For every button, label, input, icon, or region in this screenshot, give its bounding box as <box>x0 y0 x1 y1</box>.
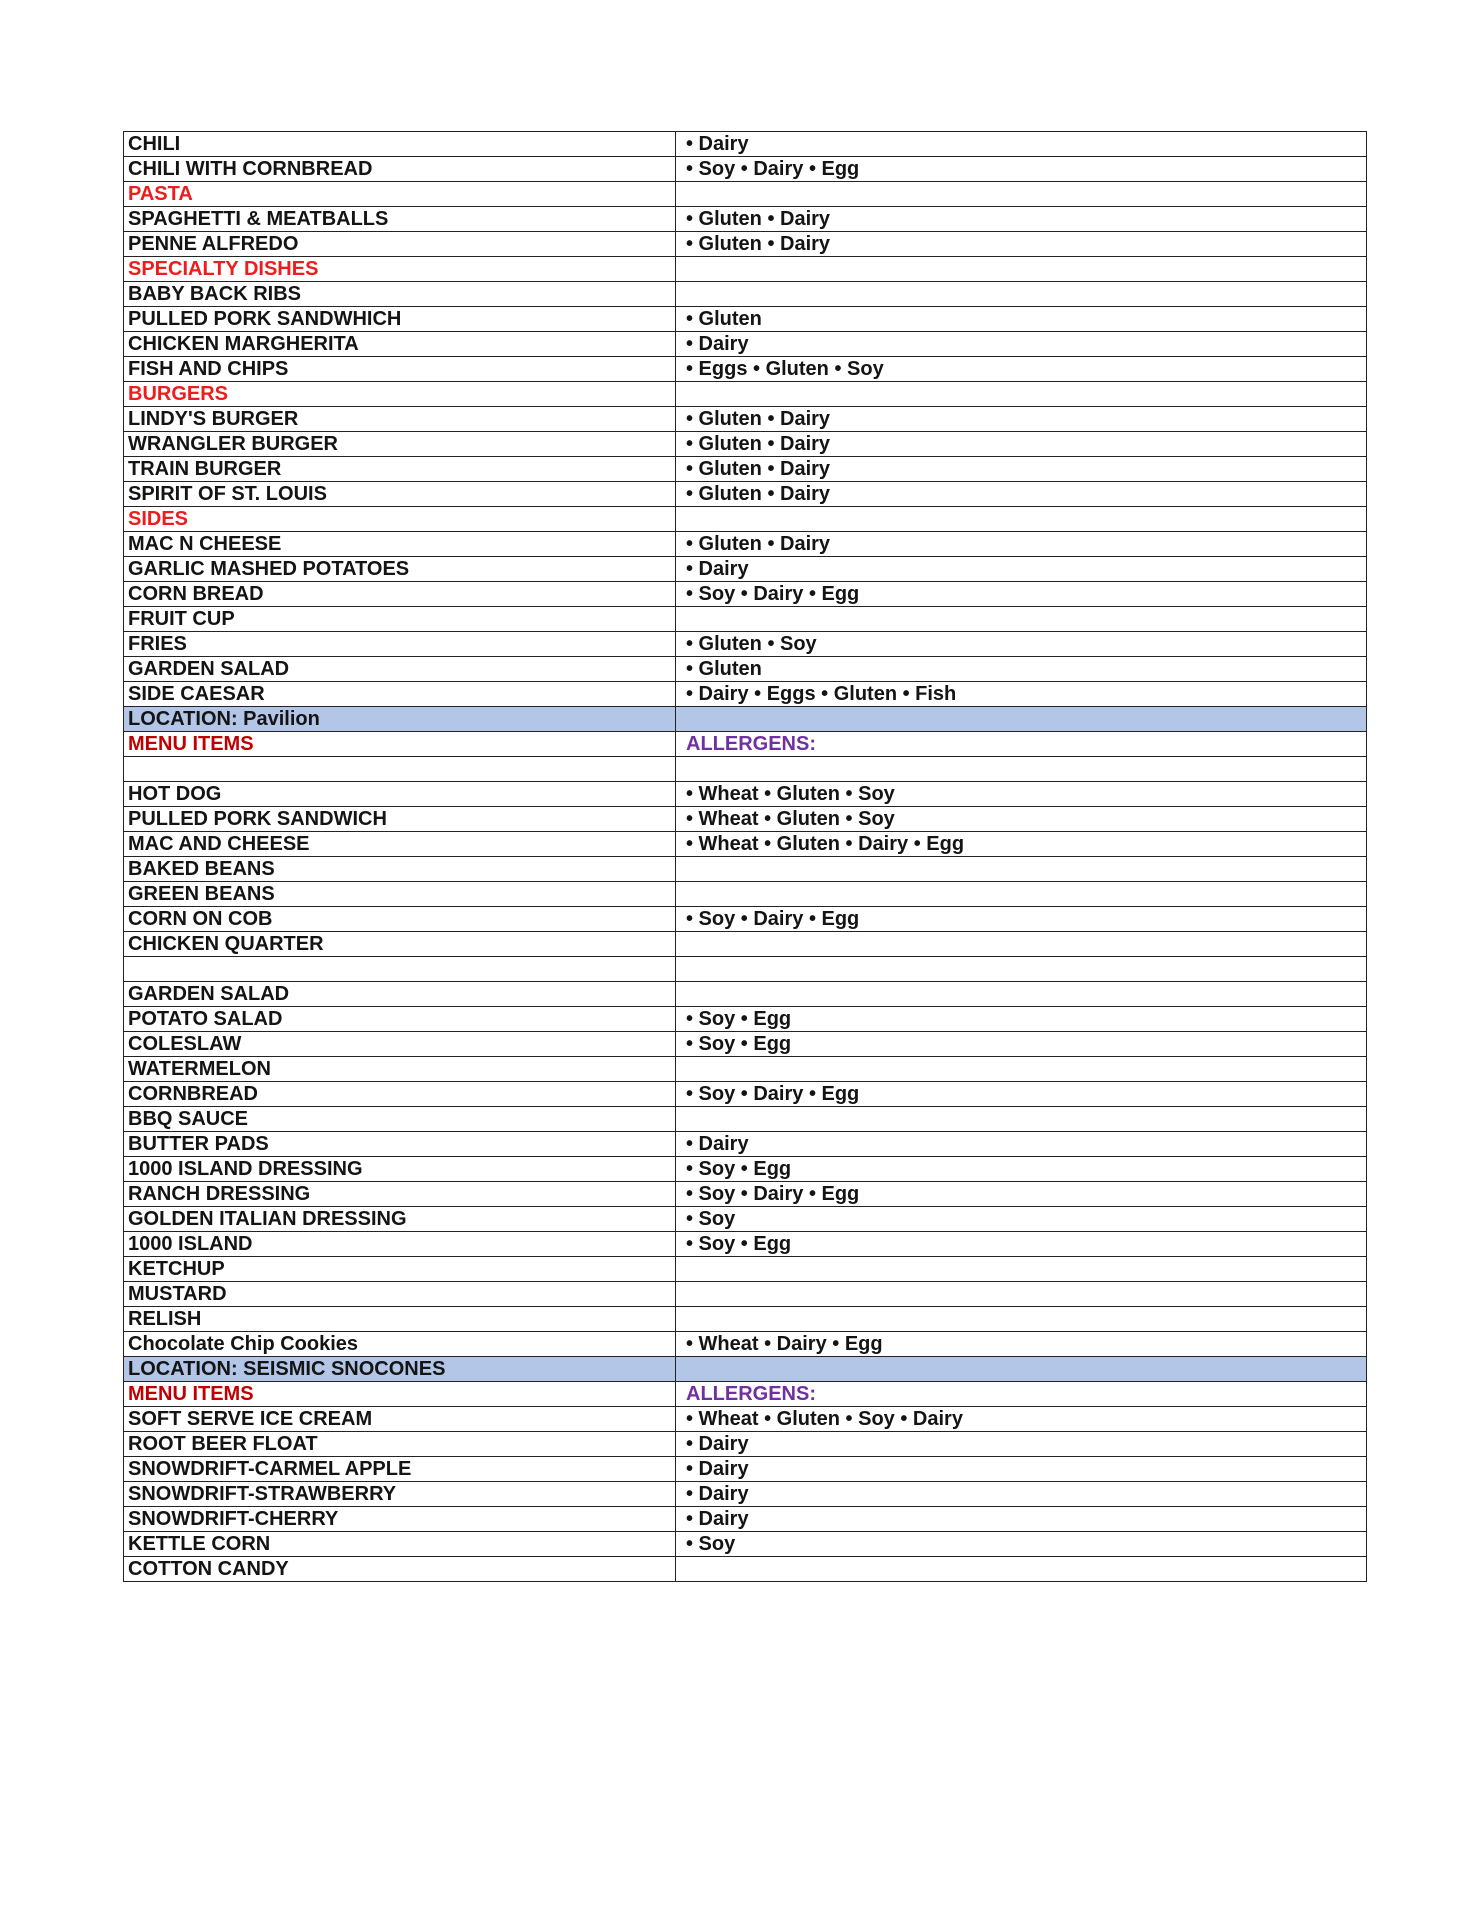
menu-item-name: PULLED PORK SANDWHICH <box>124 307 676 332</box>
allergen-list: • Dairy <box>676 1431 1367 1456</box>
allergen-list: • Dairy <box>676 557 1367 582</box>
location-row <box>124 1356 1367 1381</box>
menu-item-row <box>124 1531 1367 1556</box>
allergen-list: • Gluten • Dairy <box>676 432 1367 457</box>
section-heading-row <box>124 257 1367 282</box>
menu-item-row <box>124 232 1367 257</box>
menu-item-row <box>124 607 1367 632</box>
allergen-list <box>676 1256 1367 1281</box>
menu-item-name: BBQ SAUCE <box>124 1106 676 1131</box>
menu-item-name: CHICKEN QUARTER <box>124 931 676 956</box>
allergen-list: • Soy • Egg <box>676 1006 1367 1031</box>
allergen-list: • Gluten • Dairy <box>676 482 1367 507</box>
menu-item-row <box>124 1081 1367 1106</box>
menu-item-row <box>124 157 1367 182</box>
menu-items-header: MENU ITEMS <box>124 732 676 757</box>
allergen-list: • Dairy <box>676 1506 1367 1531</box>
menu-item-name <box>124 956 676 981</box>
menu-item-row <box>124 1206 1367 1231</box>
menu-item-row <box>124 806 1367 831</box>
allergen-list: • Soy • Dairy • Egg <box>676 157 1367 182</box>
allergen-list <box>676 856 1367 881</box>
allergen-list <box>676 931 1367 956</box>
menu-item-row <box>124 1031 1367 1056</box>
allergen-list: • Gluten • Dairy <box>676 532 1367 557</box>
menu-item-row <box>124 1556 1367 1581</box>
menu-item-name: WRANGLER BURGER <box>124 432 676 457</box>
menu-item-name: CORNBREAD <box>124 1081 676 1106</box>
menu-item-name: BABY BACK RIBS <box>124 282 676 307</box>
menu-item-name: FRIES <box>124 632 676 657</box>
menu-item-row <box>124 1156 1367 1181</box>
menu-item-row <box>124 1506 1367 1531</box>
allergen-list: • Wheat • Gluten • Soy <box>676 806 1367 831</box>
menu-items-header: MENU ITEMS <box>124 1381 676 1406</box>
menu-item-name: GARLIC MASHED POTATOES <box>124 557 676 582</box>
allergen-list <box>676 1056 1367 1081</box>
menu-item-name: MAC N CHEESE <box>124 532 676 557</box>
allergen-list <box>676 707 1367 732</box>
allergen-list <box>676 607 1367 632</box>
menu-item-row <box>124 1481 1367 1506</box>
section-heading-row <box>124 507 1367 532</box>
menu-item-row <box>124 981 1367 1006</box>
allergen-list <box>676 282 1367 307</box>
menu-item-row <box>124 207 1367 232</box>
menu-item-row <box>124 781 1367 806</box>
menu-item-name: SNOWDRIFT-CHERRY <box>124 1506 676 1531</box>
menu-item-row <box>124 906 1367 931</box>
menu-item-name: KETTLE CORN <box>124 1531 676 1556</box>
menu-allergen-table-body <box>124 132 1367 1582</box>
menu-item-name: 1000 ISLAND <box>124 1231 676 1256</box>
allergen-list <box>676 1106 1367 1131</box>
menu-item-row <box>124 1306 1367 1331</box>
menu-item-name: CHILI <box>124 132 676 157</box>
allergen-list <box>676 956 1367 981</box>
menu-item-name: CORN BREAD <box>124 582 676 607</box>
menu-item-name: GARDEN SALAD <box>124 981 676 1006</box>
menu-item-name: COTTON CANDY <box>124 1556 676 1581</box>
allergen-list: • Soy • Dairy • Egg <box>676 582 1367 607</box>
allergen-list <box>676 757 1367 782</box>
allergen-list: • Gluten • Dairy <box>676 407 1367 432</box>
allergen-list: • Soy • Egg <box>676 1231 1367 1256</box>
menu-item-row <box>124 856 1367 881</box>
menu-item-row <box>124 1431 1367 1456</box>
allergen-list: • Gluten <box>676 307 1367 332</box>
menu-item-name: WATERMELON <box>124 1056 676 1081</box>
allergen-list: • Wheat • Dairy • Egg <box>676 1331 1367 1356</box>
menu-item-name: HOT DOG <box>124 781 676 806</box>
menu-item-name: 1000 ISLAND DRESSING <box>124 1156 676 1181</box>
menu-item-row <box>124 332 1367 357</box>
menu-item-row <box>124 757 1367 782</box>
menu-item-row <box>124 657 1367 682</box>
menu-item-row <box>124 881 1367 906</box>
menu-item-name: TRAIN BURGER <box>124 457 676 482</box>
allergen-list: • Gluten <box>676 657 1367 682</box>
menu-item-row <box>124 1256 1367 1281</box>
menu-item-row <box>124 1131 1367 1156</box>
menu-item-name: Chocolate Chip Cookies <box>124 1331 676 1356</box>
menu-item-name: GOLDEN ITALIAN DRESSING <box>124 1206 676 1231</box>
allergen-list: • Gluten • Dairy <box>676 232 1367 257</box>
allergen-list <box>676 981 1367 1006</box>
allergen-list: • Gluten • Dairy <box>676 457 1367 482</box>
menu-item-row <box>124 931 1367 956</box>
allergen-list: • Gluten • Soy <box>676 632 1367 657</box>
allergen-list: • Dairy <box>676 1456 1367 1481</box>
menu-item-name: GARDEN SALAD <box>124 657 676 682</box>
allergen-list <box>676 257 1367 282</box>
menu-item-row <box>124 1056 1367 1081</box>
allergen-list: • Soy • Dairy • Egg <box>676 1181 1367 1206</box>
menu-item-name: PENNE ALFREDO <box>124 232 676 257</box>
allergen-list: • Dairy <box>676 132 1367 157</box>
menu-item-name: ROOT BEER FLOAT <box>124 1431 676 1456</box>
menu-item-name: COLESLAW <box>124 1031 676 1056</box>
menu-item-name: CHICKEN MARGHERITA <box>124 332 676 357</box>
menu-item-name: MUSTARD <box>124 1281 676 1306</box>
allergen-list: • Wheat • Gluten • Soy <box>676 781 1367 806</box>
menu-item-name: FRUIT CUP <box>124 607 676 632</box>
allergen-list: • Dairy • Eggs • Gluten • Fish <box>676 682 1367 707</box>
allergen-list <box>676 1356 1367 1381</box>
section-heading: SIDES <box>124 507 676 532</box>
menu-item-row <box>124 1281 1367 1306</box>
section-heading-row <box>124 182 1367 207</box>
menu-item-name: SPAGHETTI & MEATBALLS <box>124 207 676 232</box>
location-label: LOCATION: Pavilion <box>124 707 676 732</box>
section-heading-row <box>124 382 1367 407</box>
menu-item-row <box>124 1231 1367 1256</box>
menu-item-name: MAC AND CHEESE <box>124 831 676 856</box>
menu-item-row <box>124 132 1367 157</box>
menu-item-name: FISH AND CHIPS <box>124 357 676 382</box>
menu-item-name: BUTTER PADS <box>124 1131 676 1156</box>
column-header-row <box>124 1381 1367 1406</box>
allergen-list: • Eggs • Gluten • Soy <box>676 357 1367 382</box>
allergen-list <box>676 1556 1367 1581</box>
menu-item-row <box>124 1331 1367 1356</box>
allergen-list: • Wheat • Gluten • Dairy • Egg <box>676 831 1367 856</box>
menu-item-name: SPIRIT OF ST. LOUIS <box>124 482 676 507</box>
allergen-list: • Wheat • Gluten • Soy • Dairy <box>676 1406 1367 1431</box>
allergen-list: • Soy • Dairy • Egg <box>676 906 1367 931</box>
menu-item-row <box>124 632 1367 657</box>
menu-item-row <box>124 956 1367 981</box>
allergens-header: ALLERGENS: <box>676 1381 1367 1406</box>
menu-item-name: GREEN BEANS <box>124 881 676 906</box>
allergen-list: • Dairy <box>676 332 1367 357</box>
menu-item-row <box>124 432 1367 457</box>
menu-allergen-table <box>123 131 1367 1582</box>
menu-item-name: KETCHUP <box>124 1256 676 1281</box>
menu-item-name: RANCH DRESSING <box>124 1181 676 1206</box>
menu-item-row <box>124 1181 1367 1206</box>
menu-item-name: BAKED BEANS <box>124 856 676 881</box>
allergen-list: • Gluten • Dairy <box>676 207 1367 232</box>
menu-item-name <box>124 757 676 782</box>
menu-item-row <box>124 1406 1367 1431</box>
allergen-list: • Dairy <box>676 1131 1367 1156</box>
allergen-list: • Soy <box>676 1206 1367 1231</box>
menu-item-row <box>124 1006 1367 1031</box>
menu-item-row <box>124 1106 1367 1131</box>
allergen-list: • Soy • Egg <box>676 1031 1367 1056</box>
allergen-list <box>676 1306 1367 1331</box>
menu-item-name: PULLED PORK SANDWICH <box>124 806 676 831</box>
allergen-list <box>676 182 1367 207</box>
menu-item-name: CORN ON COB <box>124 906 676 931</box>
allergen-list <box>676 382 1367 407</box>
menu-item-name: SNOWDRIFT-STRAWBERRY <box>124 1481 676 1506</box>
section-heading: BURGERS <box>124 382 676 407</box>
menu-item-row <box>124 457 1367 482</box>
allergen-list <box>676 1281 1367 1306</box>
allergen-list: • Soy • Dairy • Egg <box>676 1081 1367 1106</box>
location-row <box>124 707 1367 732</box>
allergen-list <box>676 507 1367 532</box>
section-heading: PASTA <box>124 182 676 207</box>
menu-item-row <box>124 1456 1367 1481</box>
allergen-list: • Soy <box>676 1531 1367 1556</box>
menu-item-name: CHILI WITH CORNBREAD <box>124 157 676 182</box>
menu-item-row <box>124 557 1367 582</box>
allergen-list: • Soy • Egg <box>676 1156 1367 1181</box>
menu-item-row <box>124 282 1367 307</box>
menu-item-name: SNOWDRIFT-CARMEL APPLE <box>124 1456 676 1481</box>
menu-item-row <box>124 482 1367 507</box>
allergen-list <box>676 881 1367 906</box>
menu-item-row <box>124 357 1367 382</box>
menu-item-name: RELISH <box>124 1306 676 1331</box>
menu-item-row <box>124 307 1367 332</box>
menu-item-name: SIDE CAESAR <box>124 682 676 707</box>
menu-item-row <box>124 831 1367 856</box>
menu-item-name: LINDY'S BURGER <box>124 407 676 432</box>
allergen-list: • Dairy <box>676 1481 1367 1506</box>
menu-item-name: POTATO SALAD <box>124 1006 676 1031</box>
menu-item-row <box>124 582 1367 607</box>
menu-item-row <box>124 532 1367 557</box>
column-header-row <box>124 732 1367 757</box>
section-heading: SPECIALTY DISHES <box>124 257 676 282</box>
location-label: LOCATION: SEISMIC SNOCONES <box>124 1356 676 1381</box>
allergens-header: ALLERGENS: <box>676 732 1367 757</box>
menu-item-row <box>124 407 1367 432</box>
menu-item-name: SOFT SERVE ICE CREAM <box>124 1406 676 1431</box>
menu-item-row <box>124 682 1367 707</box>
